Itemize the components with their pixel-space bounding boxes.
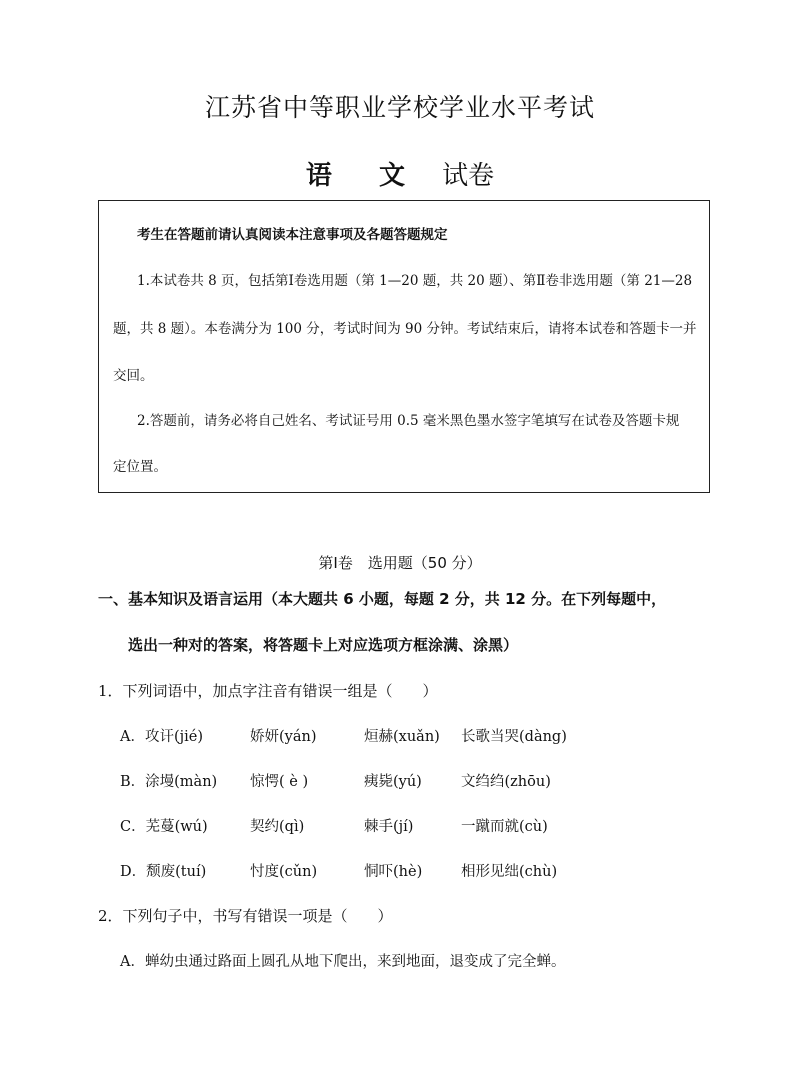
q1-option-d-word-4: 相形见绌(chù) xyxy=(461,864,558,880)
notice-line: 题，共 8 题）。本卷满分为 100 分，考试时间为 90 分钟。考试结束后，请将本试卷和答题卡一并 xyxy=(113,321,697,337)
q1-option-a-word-4: 长歌当哭(dàng) xyxy=(461,729,567,745)
notice-line: 定位置。 xyxy=(113,459,167,475)
subtitle-word-1: 语 xyxy=(305,161,332,191)
q1-option-b-word-1: B．涂墁(màn) xyxy=(120,774,218,790)
q1-option-d-word-1: D．颓废(tuí) xyxy=(120,864,207,880)
q1-option-c-word-4: 一蹴而就(cù) xyxy=(461,819,548,835)
exam-title: 江苏省中等职业学校学业水平考试 xyxy=(204,93,595,122)
part-heading: 一、基本知识及语言运用（本大题共 6 小题，每题 2 分，共 12 分。在下列每题中， xyxy=(98,590,667,608)
q1-option-c-word-2: 契约(qì) xyxy=(250,819,305,835)
part-heading-continued: 选出一种对的答案，将答题卡上对应选项方框涂满、涂黑） xyxy=(128,636,519,654)
q1-option-a-word-3: 烜赫(xuǎn) xyxy=(364,729,440,745)
question-2-stem: 2．下列句子中，书写有错误一项是（ ） xyxy=(98,907,393,925)
q1-option-a-word-1: A．攻讦(jié) xyxy=(120,729,203,745)
q1-option-c-word-3: 棘手(jí) xyxy=(364,819,414,835)
exam-subtitle xyxy=(0,155,800,192)
q1-option-b-word-4: 文绉绉(zhōu) xyxy=(461,774,551,790)
q1-option-b-word-2: 惊愕( è ) xyxy=(250,774,309,790)
notice-line: 交回。 xyxy=(113,368,154,384)
q1-option-a-word-2: 娇妍(yán) xyxy=(250,729,317,745)
notice-box xyxy=(98,200,710,493)
subtitle-word-2: 文 xyxy=(378,161,405,191)
notice-line: 1.本试卷共 8 页，包括第Ⅰ卷选用题（第 1—20 题，共 20 题）、第Ⅱ卷非选用题（第 21—28 xyxy=(137,273,693,289)
section-title: 第Ⅰ卷 选用题（50 分） xyxy=(318,554,482,572)
subtitle-word-3: 试卷 xyxy=(442,161,495,191)
q1-option-d-word-3: 恫吓(hè) xyxy=(364,864,423,880)
q2-option-a: A．蝉幼虫通过路面上圆孔从地下爬出，来到地面，退变成了完全蝉。 xyxy=(120,954,566,970)
q1-option-b-word-3: 痍毙(yú) xyxy=(364,774,422,790)
question-1-stem: 1．下列词语中，加点字注音有错误一组是（ ） xyxy=(98,682,438,700)
notice-heading: 考生在答题前请认真阅读本注意事项及各题答题规定 xyxy=(137,227,448,243)
notice-line: 2.答题前，请务必将自己姓名、考试证号用 0.5 毫米黑色墨水签字笔填写在试卷及答题卡规 xyxy=(137,413,680,429)
q1-option-d-word-2: 忖度(cǔn) xyxy=(250,864,318,880)
q1-option-c-word-1: C．芜蔓(wú) xyxy=(120,819,208,835)
